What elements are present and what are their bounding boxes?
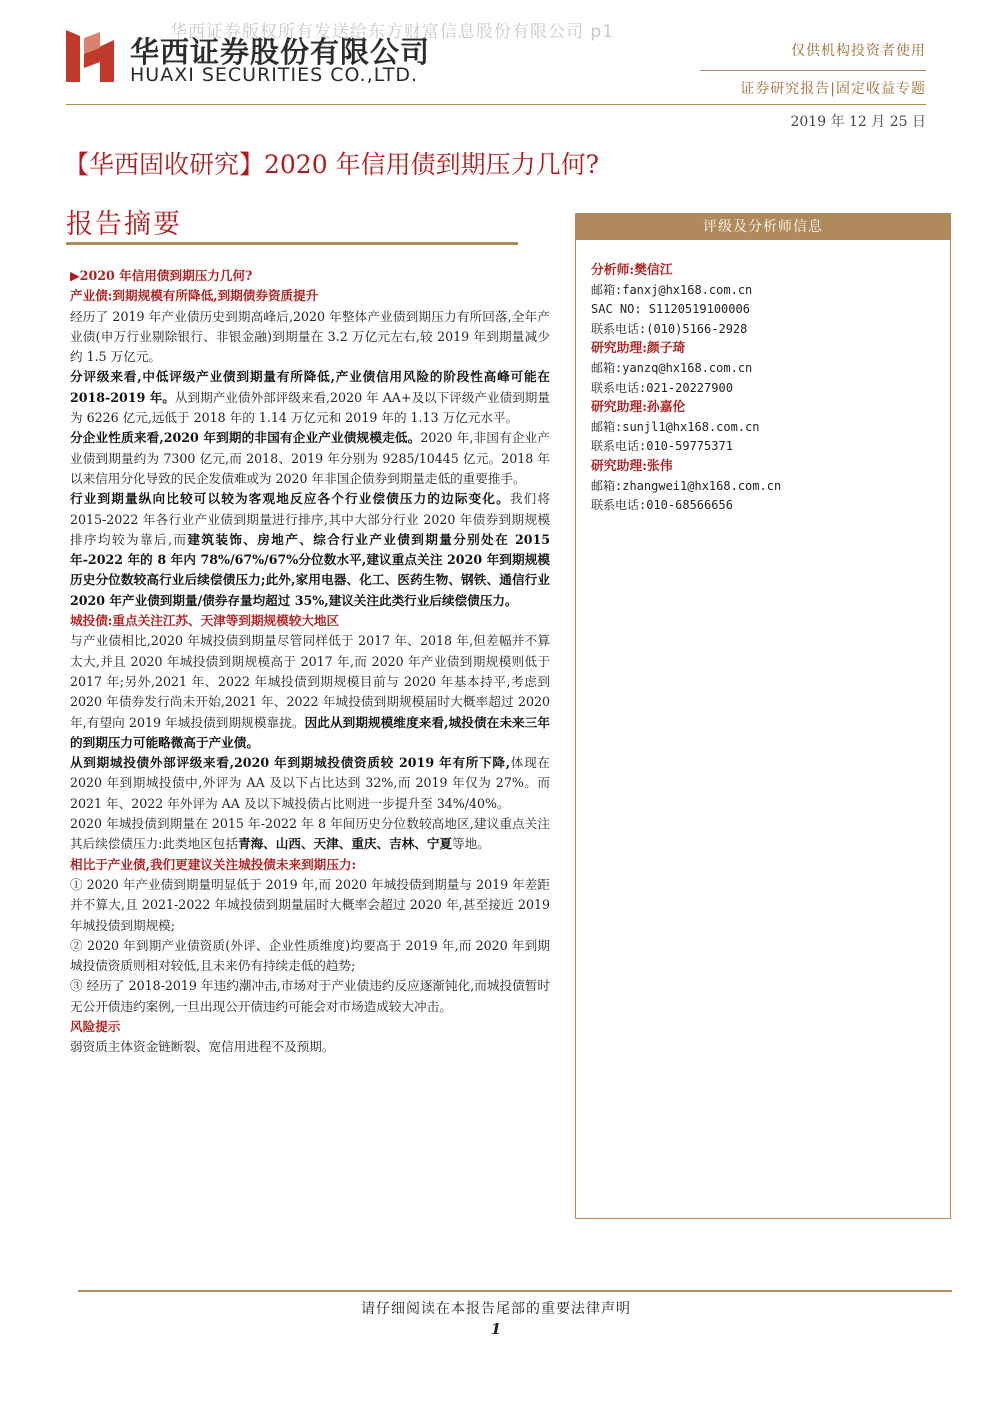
analyst-phone: 联系电话:010-59775371	[591, 439, 733, 454]
report-date: 2019 年 12 月 25 日	[790, 114, 926, 130]
analyst-role: 研究助理:张伟	[591, 458, 673, 474]
page-number: 1	[490, 1320, 502, 1338]
risk-heading: 风险提示	[70, 1018, 121, 1034]
report-title: 【华西固收研究】2020 年信用债到期压力几何?	[64, 150, 599, 179]
text: 2020 年,非国有企业产业债到期量约为 7300 亿元,而 2018、2019 年分别为 9285/10445 亿元。2018 年以来信用分化导致的民企发债难或为 2020 年非国企债券到期量走低的重要推手。	[70, 430, 550, 486]
paragraph: 经历了 2019 年产业债历史到期高峰后,2020 年整体产业债到期压力有所回落,全年产业债(申万行业剔除银行、非银金融)到期量在 3.2 万亿元左右,较 2019 年到期量减少约 1.5 万亿元。	[70, 308, 550, 365]
bold-text: 分企业性质来看,2020 年到期的非国有企业产业债规模走低。	[70, 430, 421, 446]
summary-bullet: ▶2020 年信用债到期压力几何?	[70, 268, 253, 283]
section-rule	[66, 242, 518, 245]
summary-body	[70, 266, 550, 1058]
paragraph	[70, 428, 550, 489]
text: 我们将 2015-2022 年各行业产业债到期量进行排序,其中大部分行业 2020 年债券到期规模排序均较为靠后,而	[70, 491, 551, 547]
list-item: ② 2020 年到期产业债资质(外评、企业性质维度)均要高于 2019 年,而 2020 年到期城投债资质则相对较低,且未来仍有持续走低的趋势;	[70, 937, 550, 974]
industry-heading: 产业债:到期规模有所降低,到期债券资质提升	[70, 288, 319, 304]
watermark: 华西证券版权所有发送给东方财富信息股份有限公司 p1	[170, 22, 615, 42]
bold-text: 建筑装饰、房地产、综合行业产业债到期量分别处在 2015 年-2022 年的 8 年内 78%/67%/67%分位数水平,建议重点关注 2020 年到期规模历史分位数较高行业后续偿债压力;此外,家用电器、化工、医药生物、钢铁、通信行业 2020 年产业债到期量/债券存量均超过 35%,建议关注此类行业后续偿债压力。	[70, 531, 550, 608]
huaxi-logo-icon	[62, 26, 118, 86]
brand-name-cn: 华西证券股份有限公司	[130, 35, 431, 69]
analyst-list	[591, 261, 941, 516]
analyst-email[interactable]: 邮箱:sunjl1@hx168.com.cn	[591, 419, 760, 434]
paragraph	[70, 814, 550, 855]
analyst-email[interactable]: 邮箱:zhangwei1@hx168.com.cn	[591, 478, 782, 493]
section-title: 报告摘要	[66, 209, 182, 240]
analyst-email[interactable]: 邮箱:yanzq@hx168.com.cn	[591, 360, 753, 375]
legal-notice: 请仔细阅读在本报告尾部的重要法律声明	[361, 1301, 631, 1317]
text: 与产业债相比,2020 年城投债到期量尽管同样低于 2017 年、2018 年,但差幅并不算太大,并且 2020 年城投债到期规模高于 2017 年,而 2020 年产业债到期规模则低于 2017 年;另外,2021 年、2022 年城投债到期规模目前与 2020 年基本持平,考虑到 2020 年债券发行尚未开始,2021 年、2022 年城投债到期规模届时大概率超过 2020 年,有望向 2019 年城投债到期规模靠拢。	[70, 633, 550, 730]
paragraph	[70, 367, 550, 428]
bold-text: 分评级来看,中低评级产业债到期量有所降低,产业债信用风险的阶段性高峰可能在 2018-2019 年。	[70, 369, 550, 405]
report-type: 证券研究报告|固定收益专题	[740, 81, 926, 97]
text: 2020 年城投债到期量在 2015 年-2022 年 8 年间历史分位数较高地区,建议重点关注其后续偿债压力:此类地区包括	[70, 816, 550, 852]
analyst-box-heading: 评级及分析师信息	[576, 214, 950, 240]
analyst-phone: 联系电话:010-68566656	[591, 498, 733, 513]
list-item: ① 2020 年产业债到期量明显低于 2019 年,而 2020 年城投债到期量与 2019 年差距并不算大,且 2021-2022 年城投债到期量届时大概率会超过 2020 年,甚至接近 2019 年城投债到期规模;	[70, 876, 550, 933]
analyst-phone: 联系电话:(010)5166-2928	[591, 321, 748, 336]
analyst-info-box	[575, 213, 951, 1219]
paragraph	[70, 489, 550, 611]
analyst-phone: 联系电话:021-20227900	[591, 380, 733, 395]
brand-name-en: HUAXI SECURITIES CO.,LTD.	[130, 64, 418, 86]
analyst-role: 研究助理:颜子琦	[591, 341, 686, 357]
text: 等地。	[452, 836, 490, 852]
analyst-email[interactable]: 邮箱:fanxj@hx168.com.cn	[591, 282, 753, 297]
bold-text: 从到期城投债外部评级来看,2020 年到期城投债资质较 2019 年有所下降,	[70, 755, 511, 771]
bold-text: 行业到期量纵向比较可以较为客观地反应各个行业偿债压力的边际变化。	[70, 491, 510, 507]
header-divider	[700, 70, 926, 71]
list-item: ③ 经历了 2018-2019 年违约潮冲击,市场对于产业债违约反应逐渐钝化,而城投债暂时无公开债违约案例,一旦出现公开债违约可能会对市场造成较大冲击。	[70, 978, 550, 1014]
bold-text: 青海、山西、天津、重庆、吉林、宁夏	[237, 836, 453, 852]
risk-text: 弱资质主体资金链断裂、宽信用进程不及预期。	[70, 1039, 335, 1055]
analyst-role: 分析师:樊信江	[591, 263, 673, 278]
bold-text: 因此从到期规模维度来看,城投债在未来三年的到期压力可能略微高于产业债。	[70, 714, 551, 750]
city-heading: 城投债:重点关注江苏、天津等到期规模较大地区	[70, 613, 340, 629]
analyst-sac: SAC NO: S1120519100006	[591, 302, 750, 317]
compare-heading: 相比于产业债,我们更建议关注城投债未来到期压力:	[70, 856, 357, 872]
text: 体现在 2020 年到期城投债中,外评为 AA 及以下占比达到 32%,而 2019 年仅为 27%。而 2021 年、2022 年外评为 AA 及以下城投债占比则进一步提升至 34%/40%。	[70, 755, 551, 811]
audience-note: 仅供机构投资者使用	[791, 43, 926, 59]
analyst-role: 研究助理:孙嘉伦	[591, 400, 686, 416]
paragraph	[70, 753, 550, 814]
text: 从到期产业债外部评级来看,2020 年 AA+及以下评级产业债到期量为 6226 亿元,远低于 2018 年的 1.14 万亿元和 2019 年的 1.13 万亿元水平。	[70, 389, 550, 426]
paragraph	[70, 631, 550, 753]
footer-rule	[78, 1290, 952, 1292]
header-divider	[66, 104, 926, 105]
